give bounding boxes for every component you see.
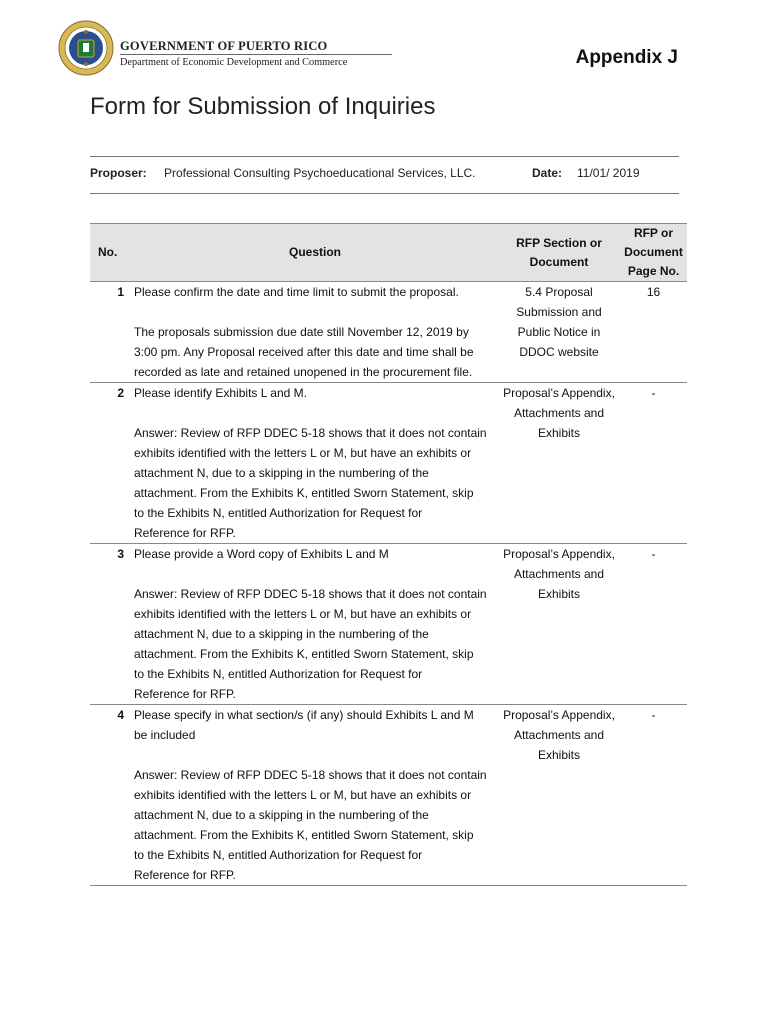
- header-section-line: RFP Section or: [516, 235, 602, 250]
- answer-text: exhibits identified with the letters L or M, but have an exhibits or: [134, 607, 472, 621]
- row-number: 1: [90, 282, 132, 383]
- page-number-cell: -: [620, 544, 687, 705]
- section-text: 5.4 Proposal: [525, 285, 593, 299]
- question-cell: [132, 705, 498, 886]
- section-text: Exhibits: [537, 587, 581, 601]
- question-text: be included: [134, 728, 196, 742]
- answer-text: Answer: Review of RFP DDEC 5-18 shows that it does not contain: [134, 587, 487, 601]
- header-page: [620, 224, 687, 282]
- table-row: [90, 383, 687, 544]
- question-cell: [132, 544, 498, 705]
- answer-text: to the Exhibits N, entitled Authorization for Request for: [134, 848, 423, 862]
- answer-text: to the Exhibits N, entitled Authorization for Request for: [134, 667, 423, 681]
- answer-text: Reference for RFP.: [134, 526, 236, 540]
- question-text: Please specify in what section/s (if any) should Exhibits L and M: [134, 708, 474, 722]
- page-number-cell: 16: [620, 282, 687, 383]
- answer-text: attachment. From the Exhibits K, entitled Sworn Statement, skip: [134, 486, 474, 500]
- row-number: 3: [90, 544, 132, 705]
- section-cell: [498, 705, 620, 886]
- section-text: Submission and: [516, 305, 602, 319]
- answer-text: attachment N, due to a skipping in the numbering of the: [134, 466, 429, 480]
- header-page-line: RFP or: [633, 226, 674, 240]
- section-cell: [498, 544, 620, 705]
- question-answer-gap: [134, 745, 496, 765]
- answer-text: The proposals submission due date still November 12, 2019 by: [134, 325, 469, 339]
- section-text: Attachments and: [513, 567, 605, 581]
- answer-text: exhibits identified with the letters L or M, but have an exhibits or: [134, 788, 472, 802]
- meta-bottom-rule: [90, 193, 679, 194]
- proposer-value: Professional Consulting Psychoeducational Services, LLC.: [164, 166, 476, 180]
- header-question: Question: [132, 224, 498, 282]
- page-number-cell: -: [620, 383, 687, 544]
- answer-text: attachment N, due to a skipping in the numbering of the: [134, 808, 429, 822]
- answer-text: Reference for RFP.: [134, 687, 236, 701]
- inquiries-table: [90, 223, 687, 886]
- table-row: [90, 544, 687, 705]
- section-text: Proposal’s Appendix,: [503, 386, 615, 400]
- table-row: [90, 282, 687, 383]
- header-divider: [120, 54, 392, 55]
- header-no: No.: [90, 224, 132, 282]
- question-cell: [132, 383, 498, 544]
- proposer-label: Proposer:: [90, 166, 147, 180]
- answer-text: Answer: Review of RFP DDEC 5-18 shows that it does not contain: [134, 768, 487, 782]
- table-row: [90, 705, 687, 886]
- answer-text: attachment N, due to a skipping in the numbering of the: [134, 627, 429, 641]
- government-title: GOVERNMENT OF PUERTO RICO: [120, 39, 328, 53]
- answer-text: Reference for RFP.: [134, 868, 236, 882]
- row-number: 4: [90, 705, 132, 886]
- answer-text: to the Exhibits N, entitled Authorization for Request for: [134, 506, 423, 520]
- page-number-cell: -: [620, 705, 687, 886]
- section-cell: [498, 282, 620, 383]
- section-text: Exhibits: [537, 748, 581, 762]
- question-text: Please identify Exhibits L and M.: [134, 386, 307, 400]
- question-answer-gap: [134, 564, 496, 584]
- answer-text: recorded as late and retained unopened in the procurement file.: [134, 365, 473, 379]
- meta-top-rule: [90, 156, 679, 157]
- answer-text: 3:00 pm. Any Proposal received after this date and time shall be: [134, 345, 474, 359]
- section-text: Attachments and: [513, 728, 605, 742]
- answer-text: attachment. From the Exhibits K, entitled Sworn Statement, skip: [134, 828, 474, 842]
- section-text: Proposal’s Appendix,: [503, 708, 615, 722]
- answer-text: Answer: Review of RFP DDEC 5-18 shows that it does not contain: [134, 426, 487, 440]
- answer-text: exhibits identified with the letters L or M, but have an exhibits or: [134, 446, 472, 460]
- question-answer-gap: [134, 302, 496, 322]
- government-header: [120, 39, 392, 69]
- date-label: Date:: [532, 166, 563, 180]
- row-number: 2: [90, 383, 132, 544]
- header-section: [498, 224, 620, 282]
- proposer-row: [90, 166, 679, 184]
- answer-text: attachment. From the Exhibits K, entitled Sworn Statement, skip: [134, 647, 474, 661]
- question-text: Please confirm the date and time limit to submit the proposal.: [134, 285, 459, 299]
- section-text: Exhibits: [537, 426, 581, 440]
- question-answer-gap: [134, 403, 496, 423]
- question-cell: [132, 282, 498, 383]
- section-text: Proposal’s Appendix,: [503, 547, 615, 561]
- header-page-line: Document: [624, 245, 683, 259]
- section-cell: [498, 383, 620, 544]
- government-seal-logo: [58, 20, 114, 76]
- table-header-row: [90, 224, 687, 282]
- appendix-label: Appendix J: [575, 47, 678, 68]
- form-title: Form for Submission of Inquiries: [90, 93, 436, 120]
- question-text: Please provide a Word copy of Exhibits L and M: [134, 547, 389, 561]
- section-text: Attachments and: [513, 406, 605, 420]
- header-section-line: Document: [529, 254, 589, 269]
- date-value: 11/01/ 2019: [577, 166, 640, 180]
- section-text: DDOC website: [519, 345, 599, 359]
- section-text: Public Notice in: [517, 325, 601, 339]
- header-page-line: Page No.: [627, 264, 680, 278]
- department-name: Department of Economic Development and Commerce: [120, 57, 348, 68]
